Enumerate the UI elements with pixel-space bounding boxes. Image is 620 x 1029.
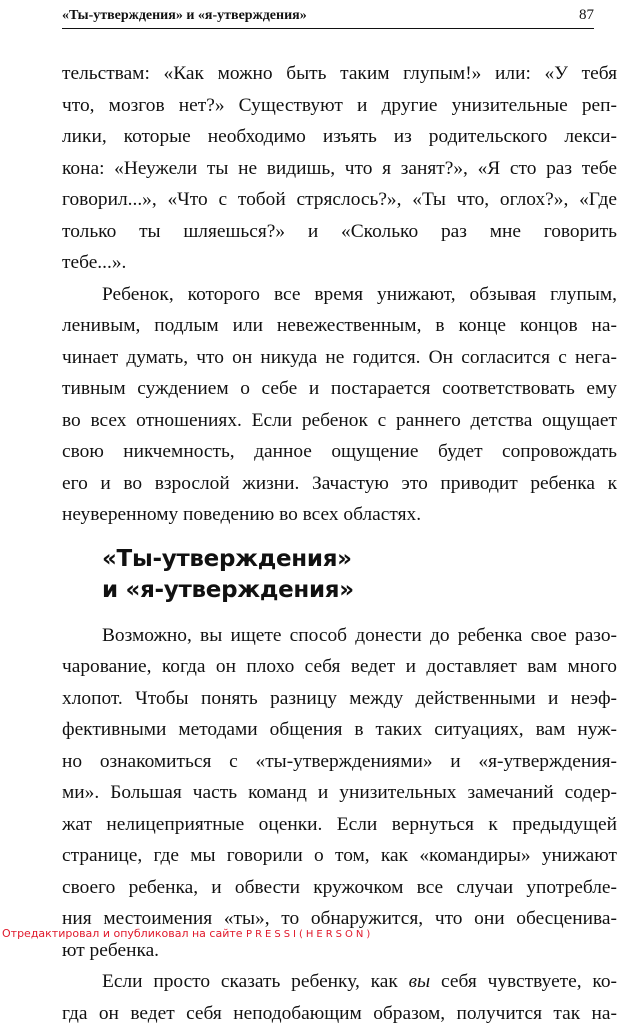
text-run: Если просто сказать ребенку, как <box>102 971 409 992</box>
text-line: тельствам: «Как можно быть таким глупым!» или: «У тебя <box>62 58 617 90</box>
text-line: чинает думать, что он никуда не годится. Он согласится с нега- <box>62 342 617 374</box>
text-line: неуверенному поведению во всех областях. <box>62 499 617 531</box>
footer-text: Отредактировал и опубликовал на сайте <box>2 927 243 940</box>
text-line: жат нелицеприятные оценки. Если вернуться к предыдущей <box>62 809 617 841</box>
text-line: только ты шляешься?» и «Сколько раз мне говорить <box>62 216 617 248</box>
text-line: ми». Большая часть команд и унизительных замечаний содер- <box>62 777 617 809</box>
running-header <box>62 2 594 29</box>
paragraph-1 <box>62 58 617 279</box>
page-number: 87 <box>579 7 594 24</box>
text-line: говорил...», «Что с тобой стряслось?», «Ты что, оглох?», «Где <box>62 184 617 216</box>
text-line: странице, где мы говорили о том, как «командиры» унижают <box>62 840 617 872</box>
paragraph-2 <box>62 279 617 531</box>
text-line: гда он ведет себя неподобающим образом, получится так на- <box>62 998 617 1029</box>
text-line: кона: «Неужели ты не видишь, что я занят?», «Я сто раз тебе <box>62 153 617 185</box>
text-line: тивным суждением о себе и постарается соответствовать ему <box>62 373 617 405</box>
section-heading-line-2: и «я-утверждения» <box>102 575 617 606</box>
watermark-footer <box>2 927 373 940</box>
text-line: лики, которые необходимо изъять из родительского лекси- <box>62 121 617 153</box>
text-line: но ознакомиться с «ты-утверждениями» и «я-утверждения- <box>62 746 617 778</box>
text-line: Возможно, вы ищете способ донести до ребенка свое разо- <box>62 620 617 652</box>
text-line: своего ребенка, и обвести кружочком все случаи употребле- <box>62 872 617 904</box>
text-line: что, мозгов нет?» Существуют и другие унизительные реп- <box>62 90 617 122</box>
section-heading <box>102 544 617 606</box>
text-line: свою никчемность, данное ощущение будет сопровождать <box>62 436 617 468</box>
text-line: чарование, когда он плохо себя ведет и доставляет вам много <box>62 651 617 683</box>
italic-emphasis: вы <box>409 971 431 992</box>
text-line: во всех отношениях. Если ребенок с раннего детства ощущает <box>62 405 617 437</box>
section-heading-line-1: «Ты-утверждения» <box>102 544 617 575</box>
text-line: фективными методами общения в таких ситуациях, вам нуж- <box>62 714 617 746</box>
text-line: его и во взрослой жизни. Зачастую это приводит ребенка к <box>62 468 617 500</box>
text-run: себя чувствуете, ко- <box>430 971 617 992</box>
paragraph-4 <box>62 966 617 1029</box>
running-title: «Ты-утверждения» и «я-утверждения» <box>62 8 307 24</box>
text-line: хлопот. Чтобы понять разницу между действенными и неэф- <box>62 683 617 715</box>
text-line: ют ребенка. <box>62 935 617 967</box>
text-line: ленивым, подлым или невежественным, в конце концов на- <box>62 310 617 342</box>
text-line <box>62 966 617 998</box>
page-body <box>62 58 617 1029</box>
paragraph-3 <box>62 620 617 967</box>
text-line: тебе...». <box>62 247 617 279</box>
text-line: Ребенок, которого все время унижают, обзывая глупым, <box>62 279 617 311</box>
text-line: ния местоимения «ты», то обнаружится, что они обесценива- <box>62 903 617 935</box>
footer-brand: PRESSI(HERSON) <box>246 929 373 940</box>
